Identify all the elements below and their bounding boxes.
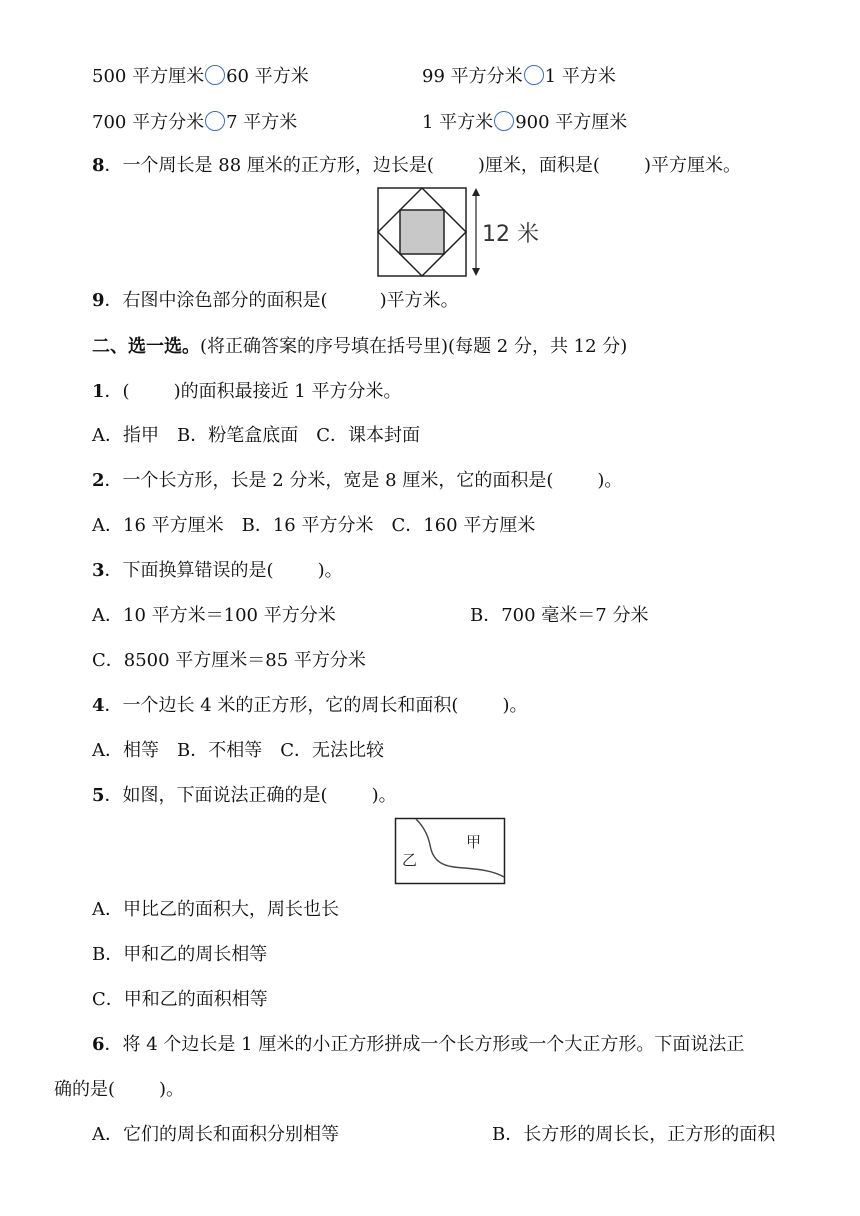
question-2 (92, 468, 622, 494)
question-number: 8 (92, 155, 105, 176)
question-number: 5 (92, 785, 105, 806)
compare-text: 60 平方米 (226, 66, 309, 87)
arrow-down-icon (472, 268, 480, 276)
question-text: ．一个边长 4 米的正方形，它的周长和面积( (104, 695, 459, 716)
option-q3-b[interactable]: B．700 毫米＝7 分米 (470, 605, 649, 626)
option-q3-c[interactable]: C．8500 平方厘米＝85 平方分米 (92, 650, 366, 671)
section-heading (92, 334, 627, 360)
question-1 (92, 379, 401, 405)
question-6 (92, 1032, 744, 1058)
question-text: ．下面换算错误的是( (104, 560, 274, 581)
shaded-square (400, 210, 444, 254)
question-text: ．一个周长是 88 厘米的正方形，边长是( (104, 155, 434, 176)
option-q6-a[interactable]: A．它们的周长和面积分别相等 (92, 1124, 339, 1145)
compare-row1-right (422, 64, 616, 90)
compare-text: 99 平方分米 (422, 66, 523, 87)
question-number: 1 (92, 381, 105, 402)
question-3 (92, 558, 343, 584)
answer-circle[interactable] (524, 65, 544, 85)
options-q2[interactable]: A．16 平方厘米 B．16 平方分米 C．160 平方厘米 (92, 515, 536, 536)
question-text: ．将 4 个边长是 1 厘米的小正方形拼成一个长方形或一个大正方形。下面说法正 (104, 1034, 745, 1055)
section-note: (将正确答案的序号填在括号里)(每题 2 分，共 12 分) (200, 336, 628, 357)
option-q5-c[interactable]: C．甲和乙的面积相等 (92, 989, 268, 1010)
question-text: )平方厘米。 (643, 155, 741, 176)
option-q5-a[interactable]: A．甲比乙的面积大，周长也长 (92, 899, 339, 920)
question-number: 6 (92, 1034, 105, 1055)
dividing-curve (416, 819, 504, 877)
answer-circle[interactable] (205, 65, 225, 85)
answer-circle[interactable] (494, 111, 514, 131)
compare-text: 1 平方米 (544, 66, 616, 87)
question-number: 3 (92, 560, 105, 581)
question-9 (92, 288, 459, 314)
compare-row2-left (92, 110, 297, 136)
answer-circle[interactable] (205, 111, 225, 131)
dimension-label: 12 米 (482, 222, 539, 247)
question-8 (92, 153, 741, 179)
question-text: ．右图中涂色部分的面积是( (104, 290, 328, 311)
question-text: )厘米，面积是( (477, 155, 600, 176)
question-text: ．如图，下面说法正确的是( (104, 785, 328, 806)
compare-text: 700 平方分米 (92, 112, 205, 133)
question-5 (92, 783, 397, 809)
question-number: 2 (92, 470, 105, 491)
question-text: )的面积最接近 1 平方分米。 (173, 381, 402, 402)
section-title: 二、选一选。 (92, 336, 200, 357)
region-figure (394, 817, 506, 885)
compare-text: 900 平方厘米 (515, 112, 628, 133)
question-6-continued (54, 1077, 184, 1103)
arrow-up-icon (472, 188, 480, 196)
options-q1[interactable]: A．指甲 B．粉笔盒底面 C．课本封面 (92, 425, 420, 446)
region-label-jia: 甲 (466, 833, 482, 851)
option-q3-a[interactable]: A．10 平方米＝100 平方分米 (92, 605, 336, 626)
compare-text: 500 平方厘米 (92, 66, 205, 87)
compare-text: 1 平方米 (422, 112, 494, 133)
question-text: )。 (159, 1079, 185, 1100)
question-number: 4 (92, 695, 105, 716)
compare-text: 7 平方米 (226, 112, 298, 133)
question-4 (92, 693, 527, 719)
compare-row2-right (422, 110, 627, 136)
question-text: ．一个长方形，长是 2 分米，宽是 8 厘米，它的面积是( (104, 470, 554, 491)
region-label-yi: 乙 (402, 851, 418, 869)
compare-row1-left (92, 64, 309, 90)
question-text: )。 (371, 785, 397, 806)
square-figure (376, 186, 539, 280)
options-q4[interactable]: A．相等 B．不相等 C．无法比较 (92, 740, 384, 761)
question-text: )。 (597, 470, 623, 491)
option-q5-b[interactable]: B．甲和乙的周长相等 (92, 944, 268, 965)
question-text: ．( (104, 381, 130, 402)
question-text: 确的是( (54, 1079, 116, 1100)
question-number: 9 (92, 290, 105, 311)
question-text: )。 (502, 695, 528, 716)
question-text: )。 (317, 560, 343, 581)
question-text: )平方米。 (379, 290, 459, 311)
option-q6-b[interactable]: B．长方形的周长长，正方形的面积 (492, 1124, 776, 1145)
